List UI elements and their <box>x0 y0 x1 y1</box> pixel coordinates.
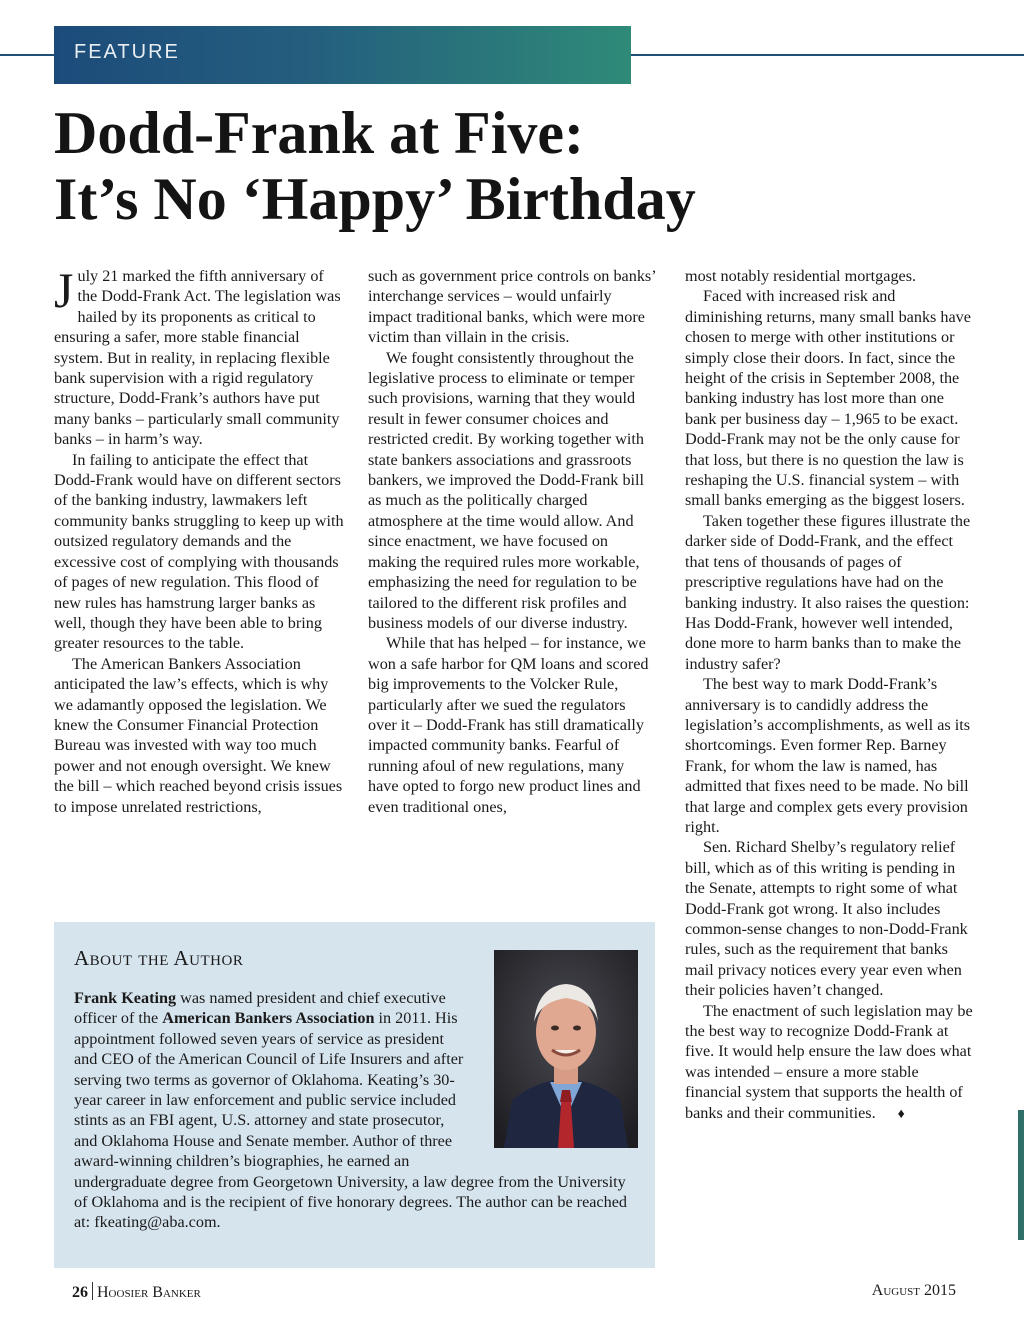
issue-date: August 2015 <box>871 1282 956 1299</box>
author-photo-wrap <box>482 950 638 1156</box>
about-heading: About the Author <box>74 946 244 970</box>
title-line-2: It’s No ‘Happy’ Birthday <box>54 166 696 232</box>
author-bio <box>74 988 636 1233</box>
author-name: Frank Keating <box>74 989 177 1007</box>
paragraph: most notably residential mortgages. <box>685 267 917 285</box>
footer-left <box>72 1282 201 1302</box>
paragraph: The best way to mark Dodd-Frank’s anniversary is to candidly address the legislation’s accomplishments, as well as its shortcomings. Even former Rep. Barney Frank, for whom the law is named, has admitted that fixes need to be made. No bill that large and complex gets every provision right. <box>685 675 971 836</box>
page-number: 26 <box>72 1284 88 1301</box>
column-2 <box>368 266 658 817</box>
end-mark-icon: ♦ <box>897 1106 905 1122</box>
author-organization: American Bankers Association <box>162 1009 375 1028</box>
publication-name: Hoosier Banker <box>97 1284 201 1301</box>
paragraph: Sen. Richard Shelby’s regulatory relief bill, which as of this writing is pending in the Senate, attempts to right some of what Dodd-Frank got wrong. It also includes common-sense changes to non-Dodd-Frank rules, such as the requirement that banks mail privacy notices every year even when their policies haven’t changed. <box>685 838 968 1000</box>
paragraph: We fought consistently throughout the legislative process to eliminate or temper such provisions, warning that they would result in fewer consumer choices and restricted credit. By working together with state bankers associations and grassroots bankers, we improved the Dodd-Frank bill as much as the politically charged atmosphere at the time would allow. And since enactment, we have focused on making the required rules more workable, emphasizing the need for regulation to be tailored to the different risk profiles and business models of our diverse industry. <box>368 348 645 632</box>
paragraph: such as government price controls on banks’ interchange services – would unfairly impact traditional banks, which were more victim than villain in the crisis. <box>368 267 656 347</box>
paragraph-text: The enactment of such legislation may be the best way to recognize Dodd-Frank at five. It would help ensure the law does what was intended – ensure a more stable financial system that supports the health of banks and their communities. <box>685 1001 973 1122</box>
bio-text: was named president and chief executive officer of the <box>74 989 446 1028</box>
paragraph: The American Bankers Association anticipated the law’s effects, which is why we adamantly opposed the legislation. We knew the Consumer Financial Protection Bureau was invested with way too much power and not enough oversight. We knew the bill – which reached beyond crisis issues to impose unrelated restrictions, <box>54 654 343 816</box>
section-label: FEATURE <box>74 41 180 63</box>
paragraph <box>685 1001 975 1125</box>
title-line-1: Dodd-Frank at Five: <box>54 100 584 166</box>
drop-cap: J <box>54 262 74 318</box>
paragraph-text: uly 21 marked the fifth anniversary of the Dodd-Frank Act. The legislation was hailed by its proponents as critical to ensuring a safer, more stable financial system. But in reality, in replacing flexible bank supervision with a rigid regulatory structure, Dodd-Frank’s authors have put many banks – particularly small community banks – in harm’s way. <box>54 267 341 449</box>
footer-divider <box>92 1282 93 1300</box>
column-3 <box>685 266 975 1125</box>
paragraph: While that has helped – for instance, we won a safe harbor for QM loans and scored big improvements to the Volcker Rule, particularly after we sued the regulators over it – Dodd-Frank has still dramatically impacted community banks. Fearful of running afoul of new regulations, many have opted to forgo new product lines and even traditional ones, <box>368 634 649 816</box>
column-1 <box>54 262 344 817</box>
paragraph: Taken together these figures illustrate the darker side of Dodd-Frank, and the effect that tens of thousands of pages of prescriptive regulations have had on the banking industry. It also raises the question: Has Dodd-Frank, however well intended, done more to harm banks than to make the industry safer? <box>685 511 971 673</box>
bio-text: in 2011. His appointment followed seven years of service as president and CEO of the American Council of Life Insurers and after serving two terms as governor of Oklahoma. Keating’s 30-year career in law enforcement and public service included stints as an FBI agent, U.S. attorney and state prosecutor, and Oklahoma House and Senate member. Author of three award-winning children’s biographies, he earned an undergraduate degree from Georgetown University, a law degree from the University of Oklahoma and is the recipient of five honorary degrees. The author can be reached at: fkeating@aba.com. <box>74 1009 627 1232</box>
section-banner <box>54 26 631 84</box>
article-title <box>54 100 696 232</box>
author-photo <box>494 950 638 1148</box>
paragraph <box>54 262 344 450</box>
page-edge-tab <box>1018 1110 1024 1240</box>
paragraph: Faced with increased risk and diminishing returns, many small banks have chosen to merge with other institutions or simply close their doors. In fact, since the height of the crisis in September 2008, the banking industry has lost more than one bank per business day – 1,965 to be exact. Dodd-Frank may not be the only cause for that loss, but there is no question the law is reshaping the U.S. financial system – with small banks emerging as the biggest losers. <box>685 287 971 510</box>
paragraph: In failing to anticipate the effect that Dodd-Frank would have on different sectors of the banking industry, lawmakers left community banks struggling to keep up with outsized regulatory demands and the excessive cost of complying with thousands of pages of new regulation. This flood of new rules has hamstrung larger banks as well, though they have been able to bring greater resources to the table. <box>54 450 344 653</box>
about-the-author-box <box>54 922 655 1268</box>
